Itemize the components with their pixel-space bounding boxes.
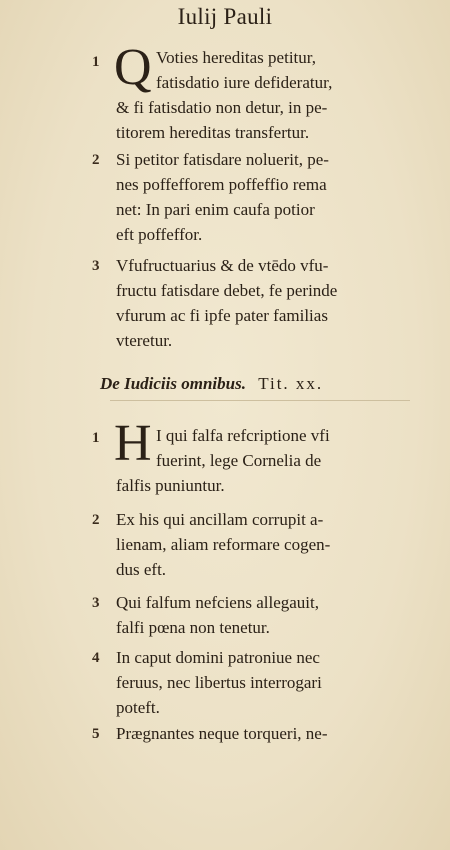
running-header: Iulij Pauli bbox=[177, 4, 273, 29]
text-line: fatisdatio iure defideratur, bbox=[156, 73, 333, 92]
text-line: falfis puniuntur. bbox=[116, 476, 225, 495]
drop-capital: Q bbox=[114, 39, 152, 96]
text-line: Ex his qui ancillam corrupit a- bbox=[116, 510, 324, 529]
text-line: I qui falfa refcriptione vfi bbox=[156, 426, 330, 445]
text-line: Vfufructuarius & de vtēdo vfu- bbox=[116, 256, 329, 275]
paragraph-number: 2 bbox=[92, 152, 100, 168]
text-line: vteretur. bbox=[116, 331, 173, 350]
paragraph-number: 5 bbox=[92, 726, 100, 742]
text-line: Prægnantes neque torqueri, ne- bbox=[116, 724, 328, 743]
drop-capital: H bbox=[114, 415, 152, 472]
paragraph-number: 3 bbox=[92, 258, 100, 274]
text-line: Qui falfum nefciens allegauit, bbox=[116, 593, 319, 612]
text-line: fructu fatisdare debet, fe perinde bbox=[116, 281, 338, 300]
titulus-label: Tit. xx. bbox=[258, 374, 324, 393]
text-line: poteft. bbox=[116, 698, 160, 717]
paragraph-number: 3 bbox=[92, 595, 100, 611]
section-title: De Iudiciis omnibus. bbox=[100, 374, 246, 393]
text-line: Si petitor fatisdare noluerit, pe- bbox=[116, 150, 329, 169]
paragraph-number: 2 bbox=[92, 512, 100, 528]
text-line: lienam, aliam reformare cogen- bbox=[116, 535, 331, 554]
text-line: feruus, nec libertus interrogari bbox=[116, 673, 322, 692]
text-line: eft poffeffor. bbox=[116, 225, 203, 244]
text-line: nes poffefforem poffeffio rema bbox=[116, 175, 327, 194]
text-line: falfi pœna non tenetur. bbox=[116, 618, 270, 637]
text-line: titorem hereditas transfertur. bbox=[116, 123, 310, 142]
text-line: net: In pari enim caufa potior bbox=[116, 200, 315, 219]
text-line: dus eft. bbox=[116, 560, 167, 579]
text-line: & fi fatisdatio non detur, in pe- bbox=[116, 98, 328, 117]
divider bbox=[110, 400, 410, 401]
paragraph-number: 4 bbox=[92, 650, 100, 666]
paragraph-number: 1 bbox=[92, 430, 100, 446]
section-heading bbox=[100, 374, 420, 394]
text-line: vfurum ac fi ipfe pater familias bbox=[116, 306, 328, 325]
text-line: fuerint, lege Cornelia de bbox=[156, 451, 322, 470]
paragraph-number: 1 bbox=[92, 54, 100, 70]
text-line: In caput domini patroniue nec bbox=[116, 648, 320, 667]
text-line: Voties hereditas petitur, bbox=[156, 48, 316, 67]
